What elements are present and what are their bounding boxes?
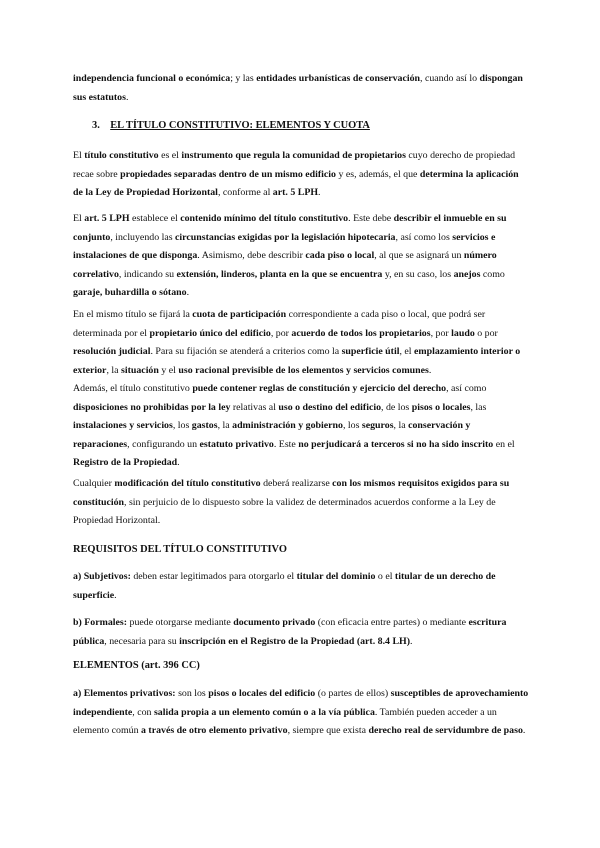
paragraph-elementos-privativos <box>73 685 529 741</box>
bold-text: uso o destino del edificio <box>278 401 382 413</box>
section-title: EL TÍTULO CONSTITUTIVO: ELEMENTOS Y CUOTA <box>110 120 370 131</box>
bold-text: susceptibles de aprovechamiento independiente <box>73 688 529 718</box>
heading-requisitos: REQUISITOS DEL TÍTULO CONSTITUTIVO <box>73 544 287 555</box>
bold-text: situación <box>121 364 159 376</box>
paragraph-titulo-definicion <box>73 147 529 203</box>
heading-elementos: ELEMENTOS (art. 396 CC) <box>73 660 200 671</box>
text-run: ; y las <box>230 73 257 84</box>
text-run: . Este <box>273 438 299 450</box>
bold-text: emplazamiento interior o exterior <box>73 346 521 376</box>
bold-text: instrumento que regula la comunidad de propietarios <box>181 150 406 161</box>
section-number: 3. <box>92 120 100 131</box>
text-run: deberá realizarse <box>260 478 333 489</box>
text-run: . <box>186 287 190 299</box>
text-run: El <box>73 213 85 224</box>
text-run: , así como los <box>395 231 453 243</box>
bold-text: no perjudicará a terceros si no ha sido inscrito <box>298 438 494 450</box>
bold-text: propiedades separadas dentro de un mismo edificio <box>120 168 336 180</box>
bold-text: describir el inmueble en su conjunto <box>73 213 507 243</box>
text-run: , conforme al <box>217 187 273 199</box>
bold-text: circunstancias exigidas por la legislación hipotecaria <box>175 231 396 243</box>
text-run: . <box>125 91 129 103</box>
bold-text: salida propia a un elemento común o a la vía pública <box>153 706 375 718</box>
bold-text: con los mismos requisitos exigidos para su constitución <box>73 478 510 508</box>
text-run: en el <box>493 438 515 450</box>
text-run: son los <box>175 688 209 699</box>
text-run: . <box>522 725 526 737</box>
text-run: (o partes de ellos) <box>315 688 391 699</box>
text-run: . También pueden acceder a un elemento común <box>73 706 497 737</box>
paragraph-intro-continuation <box>73 70 529 107</box>
text-run: , cuando así lo <box>420 73 480 84</box>
bold-text: modificación del título constitutivo <box>114 478 261 489</box>
bold-text: superficie útil <box>341 346 400 358</box>
text-run: Además, el título constitutivo <box>73 383 193 394</box>
bold-text: art. 5 LPH <box>84 213 130 224</box>
text-run: . <box>318 187 321 199</box>
bold-text: gastos <box>191 420 218 432</box>
paragraph-cuota-participacion <box>73 306 529 380</box>
bold-text: (art. 8.4 LH) <box>356 635 411 647</box>
bold-text: derecho real de servidumbre de paso <box>368 725 523 737</box>
text-run: , con <box>132 706 154 718</box>
text-run: puede otorgarse mediante <box>127 617 234 628</box>
bold-text: anejos <box>453 268 481 280</box>
bold-text: seguros <box>361 420 394 432</box>
bold-text: garaje, buhardilla o sótano <box>73 287 187 299</box>
bold-text: número correlativo <box>73 250 497 280</box>
bold-text: b) Formales: <box>73 617 128 628</box>
bold-text: pisos o locales del edificio <box>208 688 316 699</box>
bold-text: titular de un derecho de superficie <box>73 571 496 601</box>
bold-text: a) Elementos privativos: <box>73 688 176 699</box>
bold-text: acuerdo de todos los propietarios <box>291 327 431 339</box>
text-run: , la <box>217 420 233 432</box>
text-run: . <box>114 589 117 601</box>
text-run: , sin perjuicio de lo dispuesto sobre la validez de determinados acuerdos conforme a la Ley de Propiedad Horizontal. <box>73 496 496 527</box>
section-heading-3 <box>92 118 370 134</box>
bold-text: instalaciones y servicios <box>73 420 173 432</box>
bold-text: cuota de participación <box>192 309 287 320</box>
text-run: , necesaria para su <box>104 635 180 647</box>
bold-text: pisos o locales <box>411 401 471 413</box>
bold-text: laudo <box>451 327 475 339</box>
text-run: , incluyendo las <box>110 231 176 243</box>
bold-text: estatuto privativo <box>199 438 274 450</box>
bold-text: a través de otro elemento privativo <box>141 725 288 737</box>
bold-text: cada piso o local <box>305 250 375 262</box>
bold-text: independencia funcional o económica <box>73 73 231 84</box>
bold-text: título constitutivo <box>84 150 159 161</box>
text-run: , indicando su <box>118 268 177 280</box>
bold-text: conservación y reparaciones <box>73 420 471 450</box>
bold-text: inscripción en el Registro de la Propiedad <box>179 635 355 647</box>
text-run: y es, además, el que <box>335 168 420 180</box>
text-run: , la <box>106 364 121 376</box>
bold-text: disposiciones no prohibidas por la ley <box>73 401 231 413</box>
text-run: Cualquier <box>73 478 115 489</box>
text-run: . Asimismo, debe describir <box>197 250 306 262</box>
text-run: es el <box>158 150 182 161</box>
text-run: En el mismo título se fijará la <box>73 309 193 320</box>
text-run: o por <box>474 327 498 339</box>
text-run: , las <box>470 401 487 413</box>
bold-text: uso racional previsible de los elementos y servicios comunes <box>178 364 429 376</box>
text-run: . <box>410 635 413 647</box>
text-run: , los <box>172 420 192 432</box>
bold-text: art. 5 LPH <box>272 187 319 199</box>
bold-text: resolución judicial <box>73 346 151 358</box>
bold-text: puede contener reglas de constitución y ejercicio del derecho <box>192 383 447 394</box>
bold-text: dispongan sus estatutos <box>73 73 523 103</box>
text-run: cuyo derecho de propiedad recae sobre <box>73 150 516 180</box>
text-run: como <box>480 268 505 280</box>
paragraph-requisitos-formales <box>73 614 529 651</box>
bold-text: contenido mínimo del título constitutivo <box>180 213 349 224</box>
bold-text: entidades urbanísticas de conservación <box>256 73 421 84</box>
text-run: . Este debe <box>348 213 394 224</box>
text-run: , así como <box>446 383 487 394</box>
text-run: , la <box>393 420 409 432</box>
bold-text: determina la aplicación de la Ley de Propiedad Horizontal <box>73 168 519 199</box>
text-run: , por <box>430 327 452 339</box>
paragraph-requisitos-subjetivos <box>73 568 529 605</box>
text-run: y el <box>158 364 179 376</box>
bold-text: administración y gobierno <box>232 420 343 432</box>
text-run: . <box>177 457 180 469</box>
text-run: , por <box>270 327 292 339</box>
text-run: establece el <box>129 213 181 224</box>
text-run: relativas al <box>230 401 279 413</box>
text-run: , al que se asignará un <box>374 250 464 262</box>
text-run: y, en su caso, los <box>382 268 454 280</box>
text-run: , de los <box>381 401 412 413</box>
bold-text: titular del dominio <box>296 571 376 582</box>
text-run: , el <box>399 346 414 358</box>
text-run: o el <box>375 571 395 582</box>
text-run: (con eficacia entre partes) o mediante <box>315 617 469 628</box>
paragraph-estatuto-privativo <box>73 380 529 473</box>
bold-text: Registro de la Propiedad <box>73 457 178 469</box>
bold-text: propietario único del edificio <box>149 327 271 339</box>
text-run: . <box>428 364 432 376</box>
bold-text: servicios e instalaciones de que disponga <box>73 231 496 262</box>
text-run: deben estar legitimados para otorgarlo el <box>130 571 297 582</box>
text-run: correspondiente a cada piso o local, que podrá ser determinada por el <box>73 309 486 339</box>
paragraph-modificacion <box>73 475 529 531</box>
bold-text: extensión, linderos, planta en la que se encuentra <box>176 268 383 280</box>
text-run: , siempre que exista <box>287 725 369 737</box>
text-run: , los <box>342 420 362 432</box>
bold-text: a) Subjetivos: <box>73 571 131 582</box>
text-run: . Para su fijación se atenderá a criterios como la <box>150 346 342 358</box>
bold-text: documento privado <box>233 617 316 628</box>
bold-text: escritura pública <box>73 617 507 647</box>
text-run: El <box>73 150 85 161</box>
text-run: , configurando un <box>127 438 200 450</box>
paragraph-contenido-minimo <box>73 210 529 303</box>
